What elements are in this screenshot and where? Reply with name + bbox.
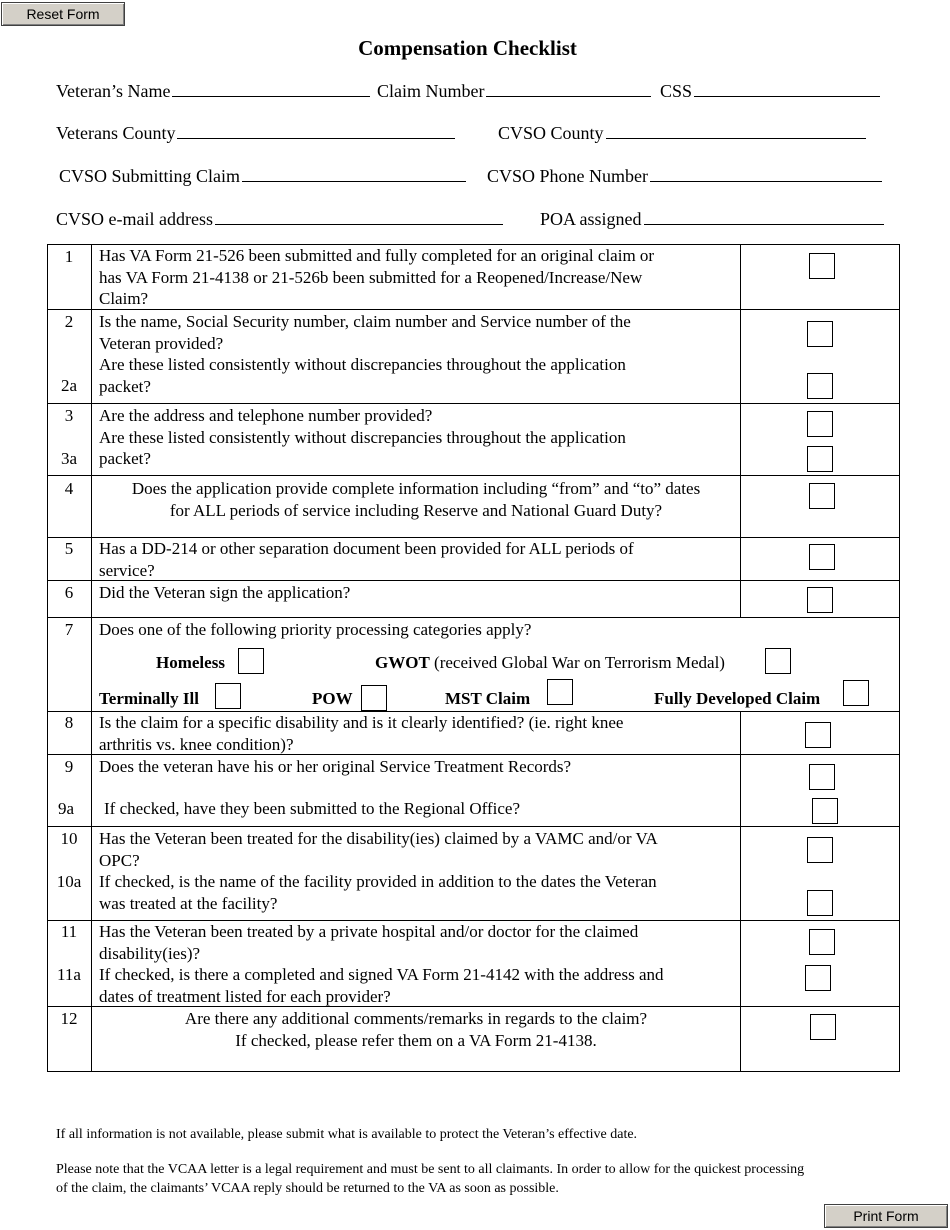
cvso-submitting-field[interactable] bbox=[59, 166, 466, 187]
checkbox-10a[interactable] bbox=[807, 890, 833, 916]
cvso-county-label: CVSO County bbox=[498, 123, 604, 143]
row-number: 11 bbox=[60, 922, 78, 941]
checkbox-3[interactable] bbox=[807, 411, 833, 437]
row-number: 3a bbox=[60, 449, 78, 468]
cvso-email-field[interactable] bbox=[56, 209, 503, 230]
poa-assigned-field[interactable] bbox=[540, 209, 884, 230]
row-number: 12 bbox=[60, 1009, 78, 1028]
checkbox-9[interactable] bbox=[809, 764, 835, 790]
checkbox-2a[interactable] bbox=[807, 373, 833, 399]
pow-label: POW bbox=[312, 689, 353, 708]
page-title: Compensation Checklist bbox=[358, 36, 577, 60]
gwot-checkbox[interactable] bbox=[765, 648, 791, 674]
question-6: Did the Veteran sign the application? bbox=[99, 583, 351, 602]
cvso-email-label: CVSO e-mail address bbox=[56, 209, 213, 229]
mst-claim-label: MST Claim bbox=[445, 689, 531, 708]
veteran-name-label: Veteran’s Name bbox=[56, 81, 171, 101]
question-10: Has the Veteran been treated for the disability(ies) claimed by a VAMC and/or VA OPC? If checked, is the name of the facility provided in addition to the dates the Veteran was treated at the facility? bbox=[99, 829, 658, 913]
checkbox-3a[interactable] bbox=[807, 446, 833, 472]
row-number: 9a bbox=[57, 799, 75, 818]
checkbox-4[interactable] bbox=[809, 483, 835, 509]
checkbox-9a[interactable] bbox=[812, 798, 838, 824]
row-number: 9 bbox=[64, 757, 74, 776]
question-12: Are there any additional comments/remarks in regards to the claim? If checked, please refer them on a VA Form 21-4138. bbox=[184, 1009, 648, 1050]
question-2: Is the name, Social Security number, claim number and Service number of the Veteran provided? Are these listed consistently without discrepancies throughout the application packet? bbox=[99, 312, 631, 396]
checkbox-12[interactable] bbox=[810, 1014, 836, 1040]
checkbox-11a[interactable] bbox=[805, 965, 831, 991]
question-1: Has VA Form 21-526 been submitted and fully completed for an original claim or has VA Form 21-4138 or 21-526b been submitted for a Reopened/Increase/New Claim? bbox=[99, 246, 655, 308]
question-8: Is the claim for a specific disability and is it clearly identified? (ie. right knee arthritis vs. knee condition)? bbox=[99, 713, 624, 754]
claim-number-label: Claim Number bbox=[377, 81, 485, 101]
checkbox-8[interactable] bbox=[805, 722, 831, 748]
row-number: 3 bbox=[64, 406, 74, 425]
veterans-county-field[interactable] bbox=[56, 123, 455, 144]
checkbox-5[interactable] bbox=[809, 544, 835, 570]
question-11: Has the Veteran been treated by a private hospital and/or doctor for the claimed disability(ies)? If checked, is there a completed and signed VA Form 21-4142 with the address and dates of treatment listed for each provider? bbox=[99, 922, 664, 1006]
poa-assigned-label: POA assigned bbox=[540, 209, 642, 229]
checkbox-11[interactable] bbox=[809, 929, 835, 955]
row-number: 2a bbox=[60, 376, 78, 395]
terminally-ill-label: Terminally Ill bbox=[99, 689, 199, 708]
question-4: Does the application provide complete information including “from” and “to” dates for ALL periods of service including Reserve and National Guard Duty? bbox=[131, 479, 701, 520]
fully-developed-claim-checkbox[interactable] bbox=[843, 680, 869, 706]
cvso-submitting-label: CVSO Submitting Claim bbox=[59, 166, 241, 186]
css-field[interactable] bbox=[660, 81, 880, 102]
question-7: Does one of the following priority processing categories apply? bbox=[99, 620, 532, 639]
claim-number-field[interactable] bbox=[377, 81, 651, 102]
row-number: 10 bbox=[60, 829, 78, 848]
print-form-button[interactable]: Print Form bbox=[824, 1204, 948, 1228]
row-number: 2 bbox=[64, 312, 74, 331]
checkbox-1[interactable] bbox=[809, 253, 835, 279]
homeless-label: Homeless bbox=[156, 653, 225, 672]
cvso-phone-label: CVSO Phone Number bbox=[487, 166, 648, 186]
css-label: CSS bbox=[660, 81, 693, 101]
checkbox-6[interactable] bbox=[807, 587, 833, 613]
checkbox-10[interactable] bbox=[807, 837, 833, 863]
row-number: 5 bbox=[64, 539, 74, 558]
question-9: Does the veteran have his or her original Service Treatment Records? bbox=[99, 757, 572, 776]
pow-checkbox[interactable] bbox=[361, 685, 387, 711]
terminally-ill-checkbox[interactable] bbox=[215, 683, 241, 709]
cvso-phone-field[interactable] bbox=[487, 166, 882, 187]
veteran-name-field[interactable] bbox=[56, 81, 370, 102]
row-number: 8 bbox=[64, 713, 74, 732]
checkbox-2[interactable] bbox=[807, 321, 833, 347]
row-number: 6 bbox=[64, 583, 74, 602]
question-9a: If checked, have they been submitted to the Regional Office? bbox=[104, 799, 521, 818]
reset-form-button[interactable]: Reset Form bbox=[1, 2, 125, 26]
gwot-label: GWOT (received Global War on Terrorism Medal) bbox=[375, 653, 725, 672]
cvso-county-field[interactable] bbox=[498, 123, 866, 144]
footer-note-2: Please note that the VCAA letter is a legal requirement and must be sent to all claimants. In order to allow for the quickest processing of the claim, the claimants’ VCAA reply should be returned to the VA as soon as possible. bbox=[56, 1162, 805, 1196]
mst-claim-checkbox[interactable] bbox=[547, 679, 573, 705]
row-number: 7 bbox=[64, 620, 74, 639]
row-number: 11a bbox=[57, 965, 81, 984]
fully-developed-claim-label: Fully Developed Claim bbox=[654, 689, 821, 708]
row-number: 10a bbox=[56, 872, 82, 891]
question-3: Are the address and telephone number provided? Are these listed consistently without discrepancies throughout the application packet? bbox=[99, 406, 626, 468]
row-number: 4 bbox=[64, 479, 74, 498]
row-number: 1 bbox=[64, 247, 74, 266]
veterans-county-label: Veterans County bbox=[56, 123, 176, 143]
footer-note-1: If all information is not available, please submit what is available to protect the Veteran’s effective date. bbox=[56, 1127, 638, 1142]
question-5: Has a DD-214 or other separation document been provided for ALL periods of service? bbox=[99, 539, 634, 580]
homeless-checkbox[interactable] bbox=[238, 648, 264, 674]
